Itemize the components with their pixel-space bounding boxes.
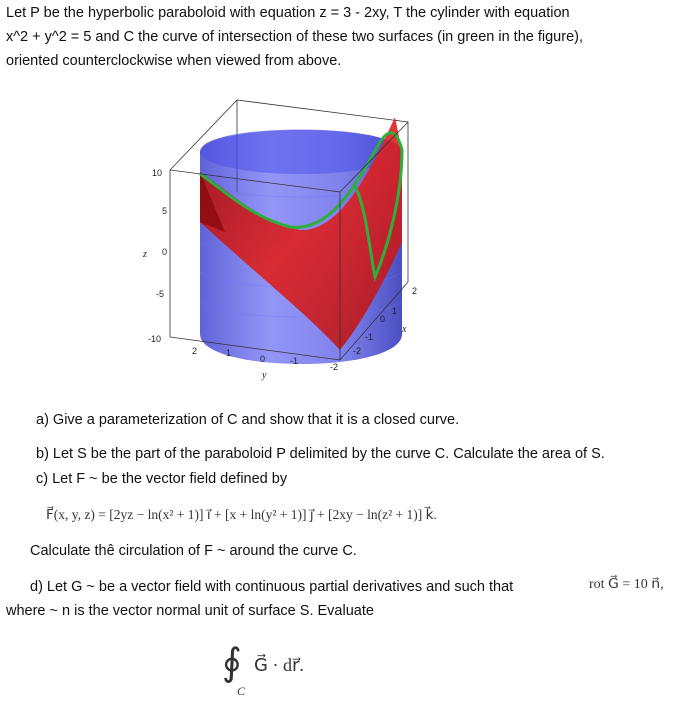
intro-line-2: x^2 + y^2 = 5 and C the curve of intersection of these two surfaces (in green in the figure), [6,29,583,45]
line-integral [222,640,362,710]
x-tick-0: 0 [380,314,386,324]
z-tick-10: 10 [152,168,163,178]
y-tick-neg1: -1 [290,356,299,366]
x-tick-neg2: -2 [353,346,362,356]
question-a: a) Give a parameterization of C and show that it is a closed curve. [36,412,460,428]
surface-plot-figure [140,92,430,382]
question-c-circulation: Calculate thê circulation of F ~ around the curve C. [30,543,357,559]
x-tick-neg1: -1 [365,332,374,342]
question-d: d) Let G ~ be a vector field with continuous partial derivatives and such that [30,579,514,595]
x-tick-2: 2 [412,286,418,296]
plot-svg [140,92,430,382]
z-tick-neg5: -5 [156,289,165,299]
z-tick-0: 0 [162,247,168,257]
integral-body: G⃗ · dr⃗. [254,655,304,675]
formula-rot-g: rot G⃗ = 10 n⃗, [589,577,664,592]
intro-line-1: Let P be the hyperbolic paraboloid with equation z = 3 - 2xy, T the cylinder with equation [6,5,570,21]
integral-subscript: C [237,684,246,698]
z-tick-neg10: -10 [148,334,162,344]
z-axis-label: z [143,249,147,260]
x-axis-label: x [402,324,407,335]
y-axis-label: y [262,370,267,381]
y-tick-neg2: -2 [330,362,339,372]
contour-integral-symbol: ∮ [222,642,242,684]
intro-line-3: oriented counterclockwise when viewed from above. [6,53,342,69]
z-axis [142,168,167,344]
formula-f: F⃗(x, y, z) = [2yz − ln(x² + 1)] i⃗ + [x + ln(y² + 1)] j⃗ + [2xy − ln(z² + 1)] k⃗. [46,507,437,522]
y-tick-1: 1 [226,348,232,358]
question-d-where: where ~ n is the vector normal unit of surface S. Evaluate [6,603,374,619]
question-b: b) Let S be the part of the paraboloid P delimited by the curve C. Calculate the area of S. [36,446,605,462]
y-tick-0: 0 [260,354,266,364]
z-tick-5: 5 [162,206,168,216]
question-c: c) Let F ~ be the vector field defined by [36,471,288,487]
x-tick-1: 1 [392,306,398,316]
y-tick-2: 2 [192,346,198,356]
